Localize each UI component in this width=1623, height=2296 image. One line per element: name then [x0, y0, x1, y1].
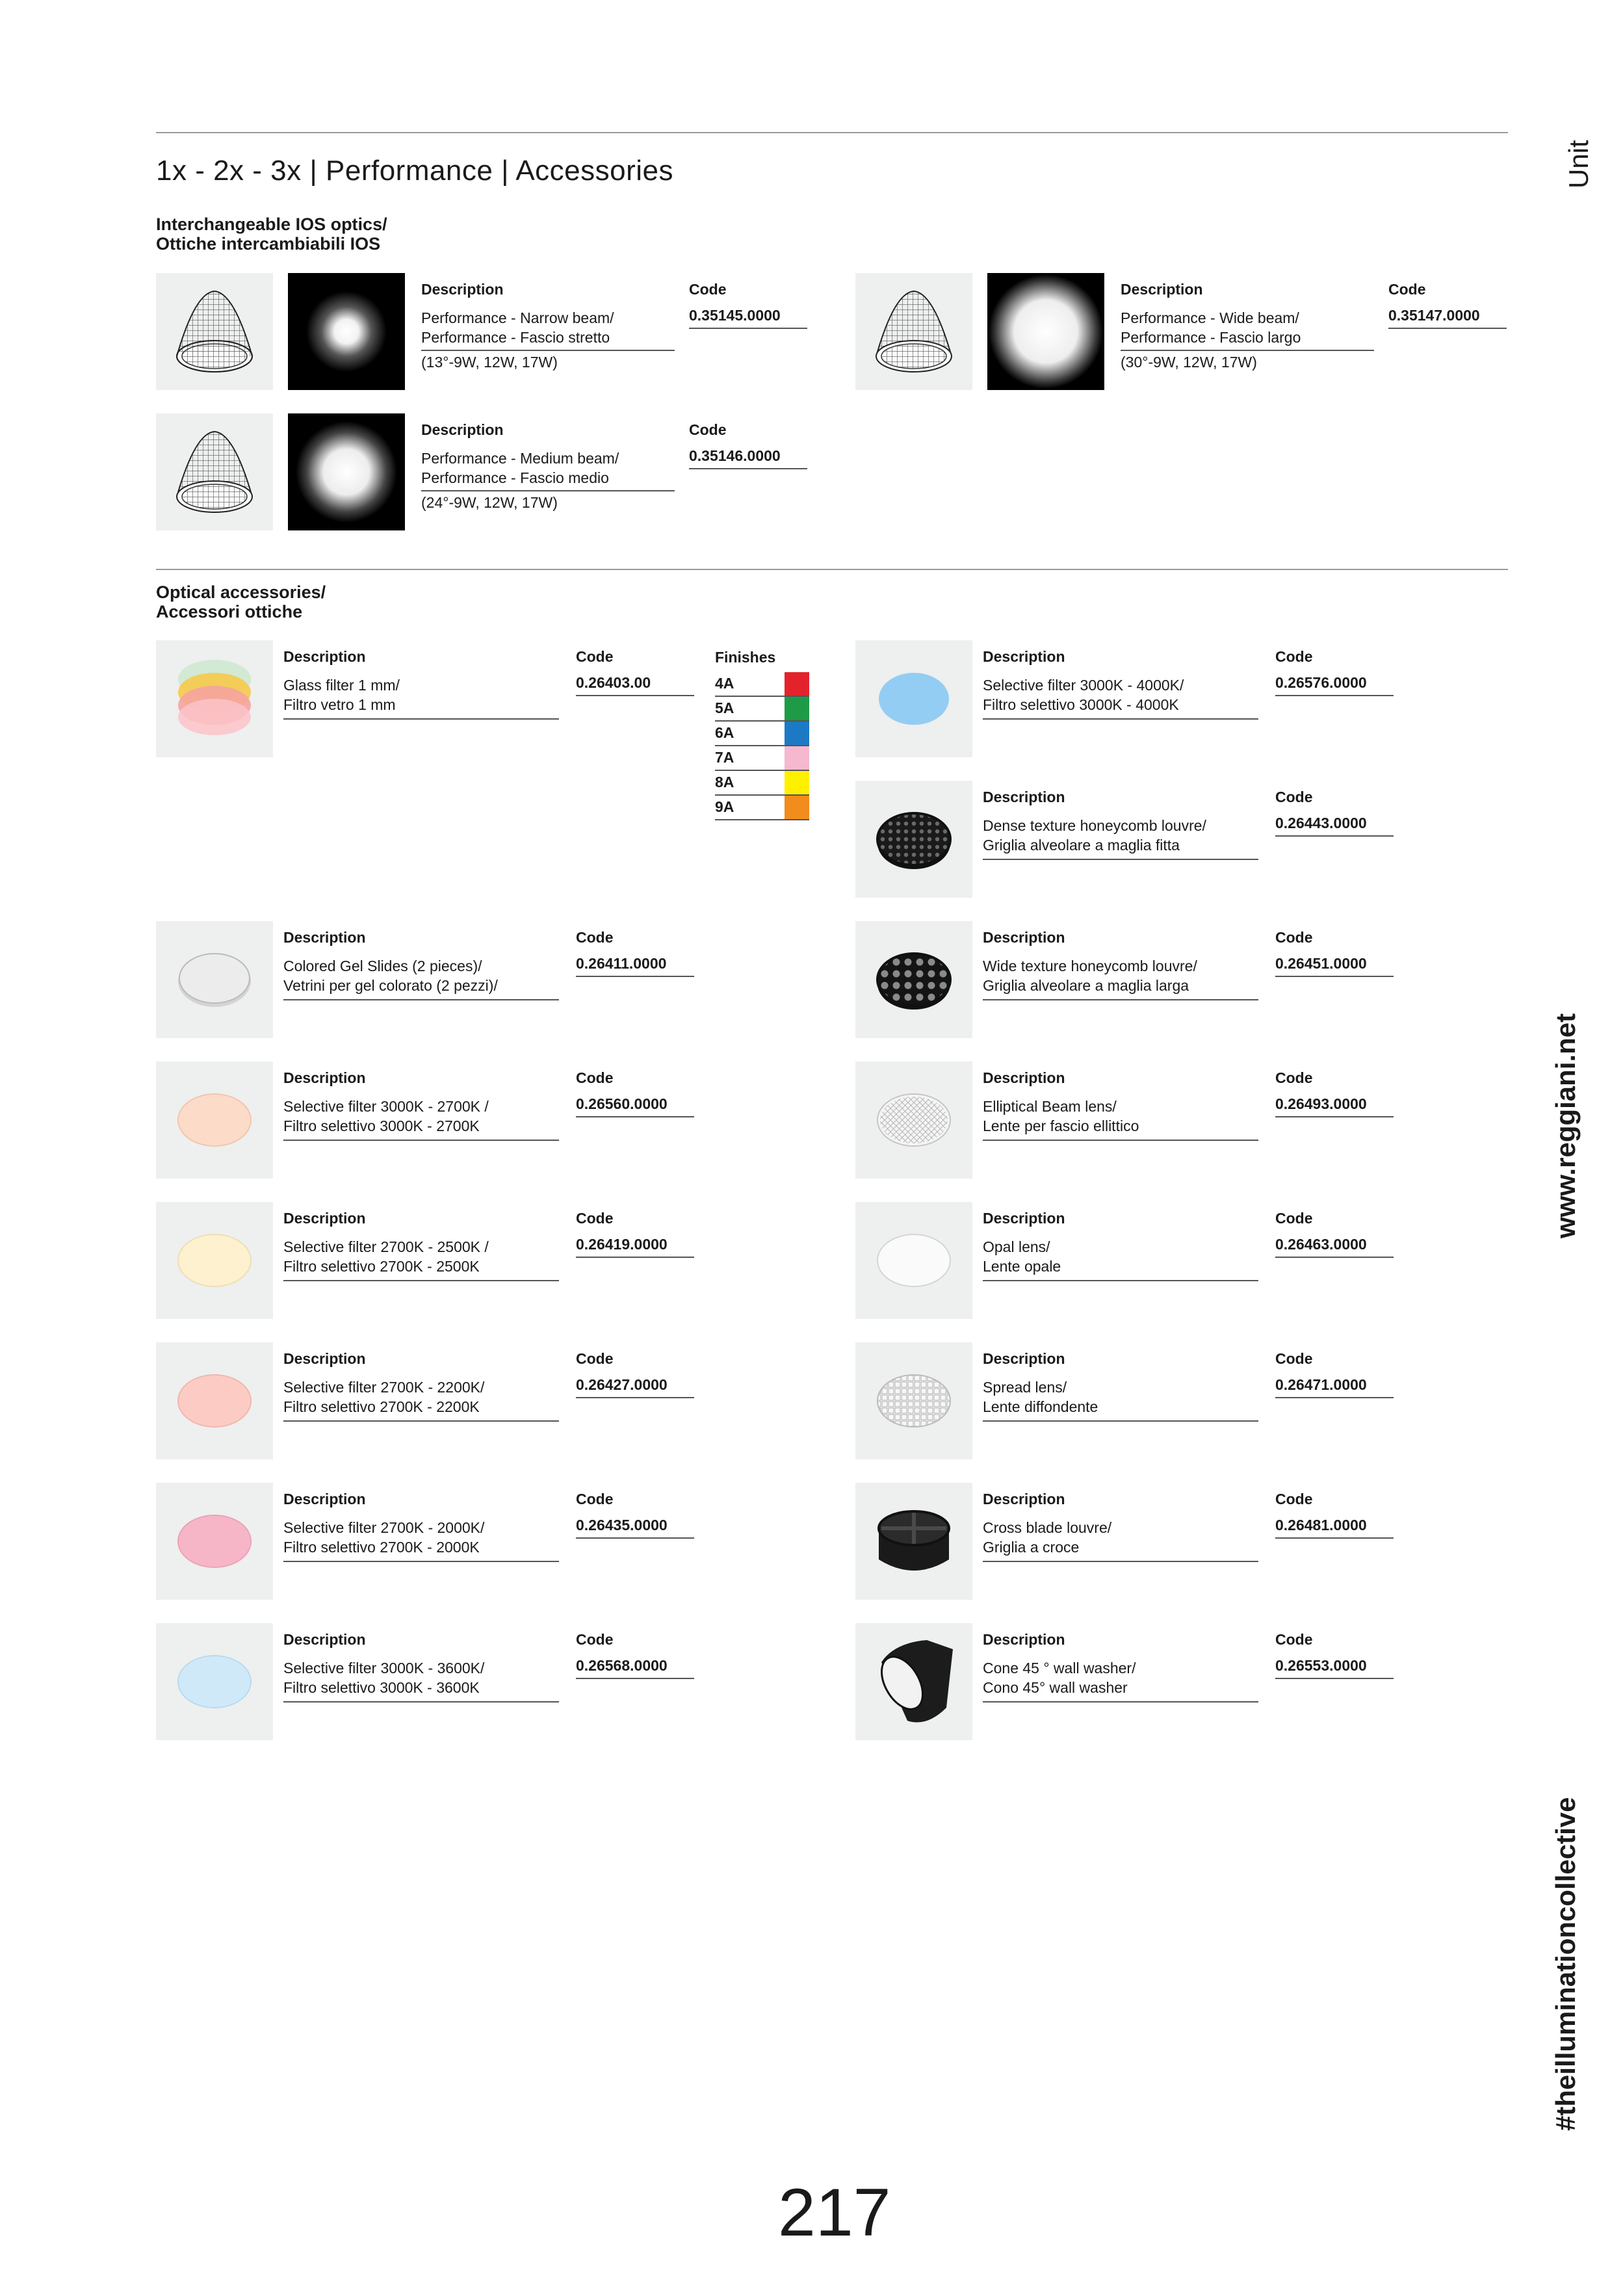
code-label: Code — [1275, 1069, 1313, 1086]
optics-section-title: Interchangeable IOS optics/ Ottiche intercambiabili IOS — [156, 215, 387, 254]
finish-row: 9A — [715, 796, 809, 820]
code-label: Code — [1275, 929, 1313, 946]
description-line-1: Selective filter 2700K - 2200K/ — [283, 1379, 485, 1396]
description-label: Description — [283, 1069, 366, 1086]
wattage-note: (13°-9W, 12W, 17W) — [421, 354, 558, 371]
description-line-2: Lente opale — [983, 1258, 1061, 1275]
description-label: Description — [283, 1350, 366, 1367]
description-line-2: Lente diffondente — [983, 1398, 1098, 1415]
spread-lens-icon — [855, 1342, 972, 1459]
product-code: 0.26481.0000 — [1275, 1517, 1367, 1533]
product-code: 0.26451.0000 — [1275, 955, 1367, 972]
description-line-2: Griglia alveolare a maglia larga — [983, 977, 1189, 994]
accessories-section-title: Optical accessories/ Accessori ottiche — [156, 582, 326, 621]
code-label: Code — [1275, 1631, 1313, 1648]
description-line-2: Cono 45° wall washer — [983, 1679, 1128, 1696]
product-code: 0.26463.0000 — [1275, 1236, 1367, 1253]
code-label: Code — [689, 421, 727, 438]
finish-row: 8A — [715, 771, 809, 796]
description-label: Description — [1121, 281, 1203, 298]
description-line-2: Performance - Fascio largo — [1121, 329, 1301, 346]
description-label: Description — [983, 1069, 1065, 1086]
product-code: 0.26553.0000 — [1275, 1657, 1367, 1674]
description-line-1: Elliptical Beam lens/ — [983, 1098, 1117, 1115]
finish-swatch — [785, 771, 809, 794]
description-line-1: Wide texture honeycomb louvre/ — [983, 958, 1197, 974]
description-line-1: Performance - Narrow beam/ — [421, 309, 614, 326]
reflector-icon — [156, 413, 273, 530]
description-line-2: Performance - Fascio stretto — [421, 329, 610, 346]
code-label: Code — [576, 1631, 614, 1648]
code-label: Code — [689, 281, 727, 298]
description-line-1: Opal lens/ — [983, 1238, 1050, 1255]
side-label-unit: Unit — [1563, 140, 1594, 189]
narrow-beam-spot-icon — [288, 273, 405, 390]
description-line-2: Griglia a croce — [983, 1539, 1080, 1556]
description-label: Description — [983, 789, 1065, 805]
description-line-2: Filtro selettivo 2700K - 2200K — [283, 1398, 480, 1415]
product-code: 0.26443.0000 — [1275, 815, 1367, 831]
selective-filter-cream-icon — [156, 1202, 273, 1319]
description-line-1: Selective filter 2700K - 2000K/ — [283, 1519, 485, 1536]
description-label: Description — [421, 281, 504, 298]
code-label: Code — [1275, 648, 1313, 665]
description-label: Description — [283, 648, 366, 665]
selective-filter-salmon-icon — [156, 1342, 273, 1459]
section-rule — [156, 569, 1508, 570]
code-label: Code — [576, 648, 614, 665]
finish-row: 6A — [715, 722, 809, 746]
medium-beam-spot-icon — [288, 413, 405, 530]
top-rule — [156, 132, 1508, 133]
description-line-1: Glass filter 1 mm/ — [283, 677, 400, 694]
cone-wall-washer-icon — [855, 1623, 972, 1740]
wide-honeycomb-icon — [855, 921, 972, 1038]
finish-swatch — [785, 672, 809, 696]
description-line-1: Selective filter 3000K - 3600K/ — [283, 1660, 485, 1676]
finish-row: 4A — [715, 672, 809, 697]
description-line-1: Colored Gel Slides (2 pieces)/ — [283, 958, 482, 974]
product-code: 0.26568.0000 — [576, 1657, 668, 1674]
description-line-2: Filtro selettivo 3000K - 2700K — [283, 1117, 480, 1134]
description-line-2: Lente per fascio ellittico — [983, 1117, 1139, 1134]
description-line-1: Spread lens/ — [983, 1379, 1067, 1396]
description-label: Description — [983, 1631, 1065, 1648]
description-line-1: Performance - Medium beam/ — [421, 450, 619, 467]
description-line-2: Filtro selettivo 2700K - 2500K — [283, 1258, 480, 1275]
description-line-2: Griglia alveolare a maglia fitta — [983, 837, 1180, 854]
glass-filter-icon — [156, 640, 273, 757]
product-code: 0.26419.0000 — [576, 1236, 668, 1253]
selective-filter-peach-icon — [156, 1062, 273, 1179]
description-line-2: Filtro selettivo 3000K - 4000K — [983, 696, 1179, 713]
page-number: 217 — [778, 2175, 891, 2250]
code-label: Code — [576, 1069, 614, 1086]
dense-honeycomb-icon — [855, 781, 972, 898]
product-code: 0.26576.0000 — [1275, 674, 1367, 691]
selective-filter-blue-icon — [855, 640, 972, 757]
description-line-2: Filtro selettivo 2700K - 2000K — [283, 1539, 480, 1556]
description-line-1: Dense texture honeycomb louvre/ — [983, 817, 1206, 834]
code-label: Code — [1275, 1491, 1313, 1507]
product-code: 0.35147.0000 — [1388, 307, 1480, 324]
description-line-1: Selective filter 2700K - 2500K / — [283, 1238, 489, 1255]
reflector-icon — [855, 273, 972, 390]
wide-beam-spot-icon — [987, 273, 1104, 390]
finish-row: 7A — [715, 746, 809, 771]
description-label: Description — [421, 421, 504, 438]
finish-swatch — [785, 697, 809, 720]
gel-slides-icon — [156, 921, 273, 1038]
description-label: Description — [983, 1350, 1065, 1367]
description-line-2: Performance - Fascio medio — [421, 469, 609, 486]
side-label-website: www.reggiani.net — [1550, 1013, 1581, 1238]
description-label: Description — [983, 929, 1065, 946]
wattage-note: (24°-9W, 12W, 17W) — [421, 494, 558, 511]
description-label: Description — [983, 1210, 1065, 1227]
product-code: 0.35146.0000 — [689, 447, 781, 464]
selective-filter-lightblue-icon — [156, 1623, 273, 1740]
description-line-1: Selective filter 3000K - 2700K / — [283, 1098, 489, 1115]
description-line-1: Performance - Wide beam/ — [1121, 309, 1299, 326]
finishes-label: Finishes — [715, 649, 776, 666]
code-label: Code — [1275, 789, 1313, 805]
page-title: 1x - 2x - 3x | Performance | Accessories — [156, 155, 674, 187]
description-label: Description — [983, 1491, 1065, 1507]
code-label: Code — [1275, 1210, 1313, 1227]
code-label: Code — [1388, 281, 1426, 298]
description-label: Description — [283, 1631, 366, 1648]
description-line-1: Cone 45 ° wall washer/ — [983, 1660, 1136, 1676]
description-line-2: Vetrini per gel colorato (2 pezzi)/ — [283, 977, 498, 994]
side-label-hashtag: #theilluminationcollective — [1550, 1797, 1581, 2131]
code-label: Code — [576, 1491, 614, 1507]
code-label: Code — [576, 929, 614, 946]
selective-filter-pink-icon — [156, 1483, 273, 1600]
wattage-note: (30°-9W, 12W, 17W) — [1121, 354, 1257, 371]
product-code: 0.26411.0000 — [576, 955, 667, 972]
product-code: 0.35145.0000 — [689, 307, 781, 324]
product-code: 0.26403.00 — [576, 674, 651, 691]
code-label: Code — [576, 1210, 614, 1227]
description-label: Description — [283, 929, 366, 946]
product-code: 0.26435.0000 — [576, 1517, 668, 1533]
product-code: 0.26471.0000 — [1275, 1376, 1367, 1393]
opal-lens-icon — [855, 1202, 972, 1319]
finish-swatch — [785, 722, 809, 745]
description-label: Description — [283, 1491, 366, 1507]
finish-swatch — [785, 796, 809, 819]
product-code: 0.26427.0000 — [576, 1376, 668, 1393]
reflector-icon — [156, 273, 273, 390]
code-label: Code — [576, 1350, 614, 1367]
code-label: Code — [1275, 1350, 1313, 1367]
description-label: Description — [983, 648, 1065, 665]
cross-blade-louvre-icon — [855, 1483, 972, 1600]
finish-row: 5A — [715, 697, 809, 722]
description-line-2: Filtro selettivo 3000K - 3600K — [283, 1679, 480, 1696]
product-code: 0.26493.0000 — [1275, 1095, 1367, 1112]
description-line-2: Filtro vetro 1 mm — [283, 696, 396, 713]
elliptical-lens-icon — [855, 1062, 972, 1179]
finish-swatch — [785, 746, 809, 770]
description-label: Description — [283, 1210, 366, 1227]
description-line-1: Cross blade louvre/ — [983, 1519, 1112, 1536]
finishes-table — [715, 672, 809, 820]
product-code: 0.26560.0000 — [576, 1095, 668, 1112]
description-line-1: Selective filter 3000K - 4000K/ — [983, 677, 1184, 694]
